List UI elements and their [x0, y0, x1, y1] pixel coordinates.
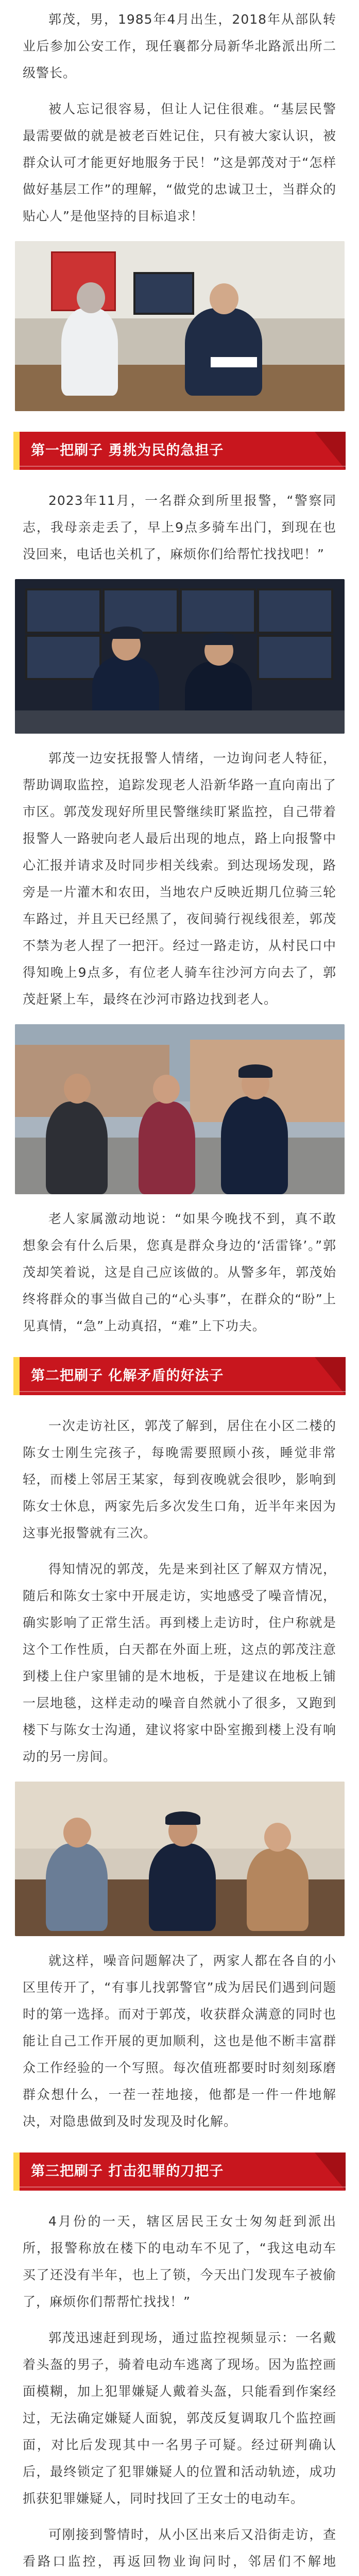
s2-paragraph-1: 一次走访社区，郭茂了解到，居住在小区二楼的陈女士刚生完孩子，每晚需要照顾小孩，睡觉非常轻，而楼上邻居王某家，每到夜晚就会很吵，影响到陈女士休息，两家先后多次发生口角，近半年来因为这事光报警就有三次。 [23, 1418, 336, 1540]
section-header-3 [13, 2153, 346, 2191]
s1-paragraph-3: 老人家属激动地说：“如果今晚找不到，真不敢想象会有什么后果，您真是群众身边的‘活雷锋’。”郭茂却笑着说，这是自己应该做的。从警多年，郭茂始终将群众的事当做自己的“心头事”，在群众的“盼”上见真情，“急”上动真招，“难”上下功夫。 [23, 1211, 336, 1333]
photo-street-handshake [15, 1024, 345, 1194]
photo-office-reception [15, 241, 345, 411]
photo-home-visit [15, 1782, 345, 1936]
section-header-2 [13, 1357, 346, 1395]
s1-paragraph-2: 郭茂一边安抚报警人情绪，一边询问老人特征，帮助调取监控，追踪发现老人沿新华路一直向南出了市区。郭茂发现好所里民警继续盯紧监控，自己带着报警人一路驶向老人最后出现的地点，路上向报警中心汇报并请求及时同步相关线索。到达现场发现，路旁是一片灌木和农田，当地农户反映近期几位骑三轮车路过，并且天已经黑了，夜间骑行视线很差，郭茂不禁为老人捏了一把汗。经过一路走访，从村民口中得知晚上9点多，有位老人骑车往沙河方向去了，郭茂赶紧上车，最终在沙河市路边找到老人。 [23, 751, 336, 1007]
intro-paragraph: 郭茂，男，1985年4月出生，2018年从部队转业后参加公安工作，现任襄都分局新华北路派出所二级警长。 [23, 12, 336, 80]
section-title: 第三把刷子 打击犯罪的刀把子 [31, 2163, 224, 2179]
section-title: 第二把刷子 化解矛盾的好法子 [31, 1368, 224, 1384]
s2-paragraph-2: 得知情况的郭茂，先是来到社区了解双方情况，随后和陈女士家中开展走访，实地感受了噪音情况，确实影响了正常生活。再到楼上走访时，住户称就是这个工作性质，白天都在外面上班，这点的郭茂注意到楼上住户家里铺的是木地板，于是建议在地板上铺一层地毯，这样走动的噪音自然就小了很多，又跑到楼下与陈女士沟通，建议将家中卧室搬到楼上没有响动的另一房间。 [23, 1562, 336, 1764]
intro-quote-paragraph: 被人忘记很容易，但让人记住很难。“基层民警最需要做的就是被老百姓记住，只有被大家认识，被群众认可才能更好地服务于民！”这是郭茂对于“怎样做好基层工作”的理解，“做党的忠诚卫士，当群众的贴心人”是他坚持的目标追求！ [23, 101, 336, 224]
s3-paragraph-2: 郭茂迅速赶到现场，通过监控视频显示：一名戴着头盔的男子，骑着电动车逃离了现场。因为监控画面模糊，加上犯罪嫌疑人戴着头盔，只能看到作案经过，无法确定嫌疑人面貌，郭茂反复调取几个监控画面，对比后发现其中一名男子可疑。经过研判确认后，最终锁定了犯罪嫌疑人的位置和活动轨迹，成功抓获犯罪嫌疑人，同时找回了王女士的电动车。 [23, 2330, 336, 2506]
s3-paragraph-3: 可刚接到警情时，从小区出来后又沿街走访，查看路口监控，再返回物业询问时，邻居们不解地 [23, 2527, 336, 2569]
section-title: 第一把刷子 勇挑为民的急担子 [31, 443, 224, 459]
s3-paragraph-1: 4月份的一天，辖区居民王女士匆匆赶到派出所，报警称放在楼下的电动车不见了，“我这电动车买了还没有半年，也上了锁，今天出门发现车子被偷了，麻烦你们帮帮忙找找！” [23, 2214, 336, 2309]
s2-paragraph-3: 就这样，噪音问题解决了，两家人都在各自的小区里传开了，“有事儿找郭警官”成为居民们遇到问题时的第一选择。而对于郭茂，收获群众满意的同时也能让自己工作开展的更加顺利，这也是他不断丰富群众工作经验的一个写照。每次值班都要时时刻刻琢磨群众想什么，一茬一茬地接，他都是一件一件地解决，对隐患做到及时发现及时化解。 [23, 1953, 336, 2129]
photo-monitoring-room [15, 579, 345, 734]
section-header-1 [13, 432, 346, 470]
s1-paragraph-1: 2023年11月，一名群众到所里报警，“警察同志，我母亲走丢了，早上9点多骑车出门，到现在也没回来，电话也关机了，麻烦你们给帮忙找找吧！” [23, 493, 336, 562]
